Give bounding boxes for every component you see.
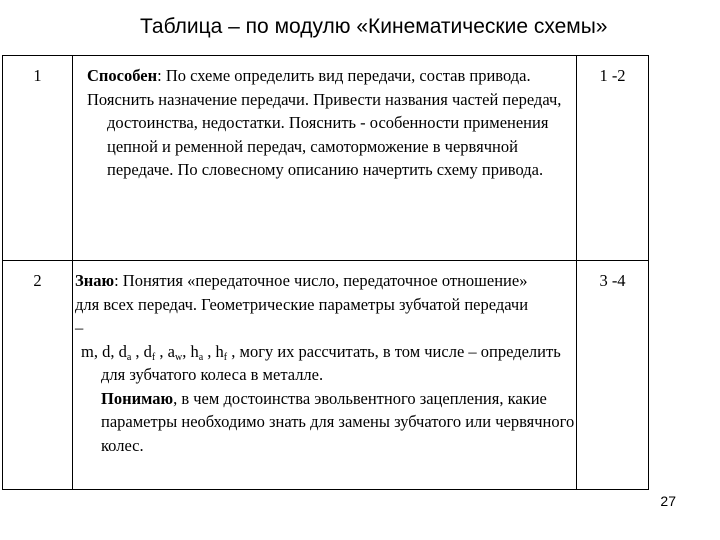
- description-paragraph: [73, 269, 576, 340]
- competency-label: Знаю: [75, 271, 115, 290]
- competency-label: Понимаю: [101, 388, 174, 408]
- score-range: 1 -2: [577, 56, 649, 261]
- formula-paragraph: [73, 340, 576, 387]
- table-row: [3, 261, 649, 490]
- description-text: Пояснить назначение передачи. Привести названия частей передач, достоинства, недостатки. Пояснить - особенности применения цепной и ременной передач, самоторможение в червячной передаче. По словесному описанию начертить схему привода.: [87, 89, 562, 179]
- description-paragraph: [73, 387, 576, 458]
- description-text: , могу их рассчитать, в том числе – определить для зубчатого колеса в металле.: [101, 341, 561, 384]
- row-description: [73, 261, 577, 490]
- page-number: 27: [660, 493, 676, 509]
- description-text: : По схеме определить вид передачи, состав привода.: [157, 66, 531, 85]
- row-number: 1: [3, 56, 73, 261]
- competency-table: [2, 55, 649, 490]
- description-paragraph: [79, 64, 576, 88]
- table-row: [3, 56, 649, 261]
- description-text: , в чем достоинства эвольвентного зацепления, какие параметры необходимо знать для замены зубчатого или червячного колес.: [101, 388, 575, 455]
- row-number: 2: [3, 261, 73, 490]
- formula: m, d, $d_a$ , $d_f$ , $a_w$, $h_a$ , $h_f$: [81, 341, 228, 363]
- score-range: 3 -4: [577, 261, 649, 490]
- competency-label: Способен: [87, 66, 158, 85]
- description-paragraph: [79, 88, 576, 182]
- description-text: : Понятия «передаточное число, передаточное отношение» для всех передач. Геометрические параметры зубчатой передачи –: [75, 271, 529, 337]
- slide-title: Таблица – по модулю «Кинематические схемы»: [140, 15, 608, 38]
- row-description: [73, 56, 577, 261]
